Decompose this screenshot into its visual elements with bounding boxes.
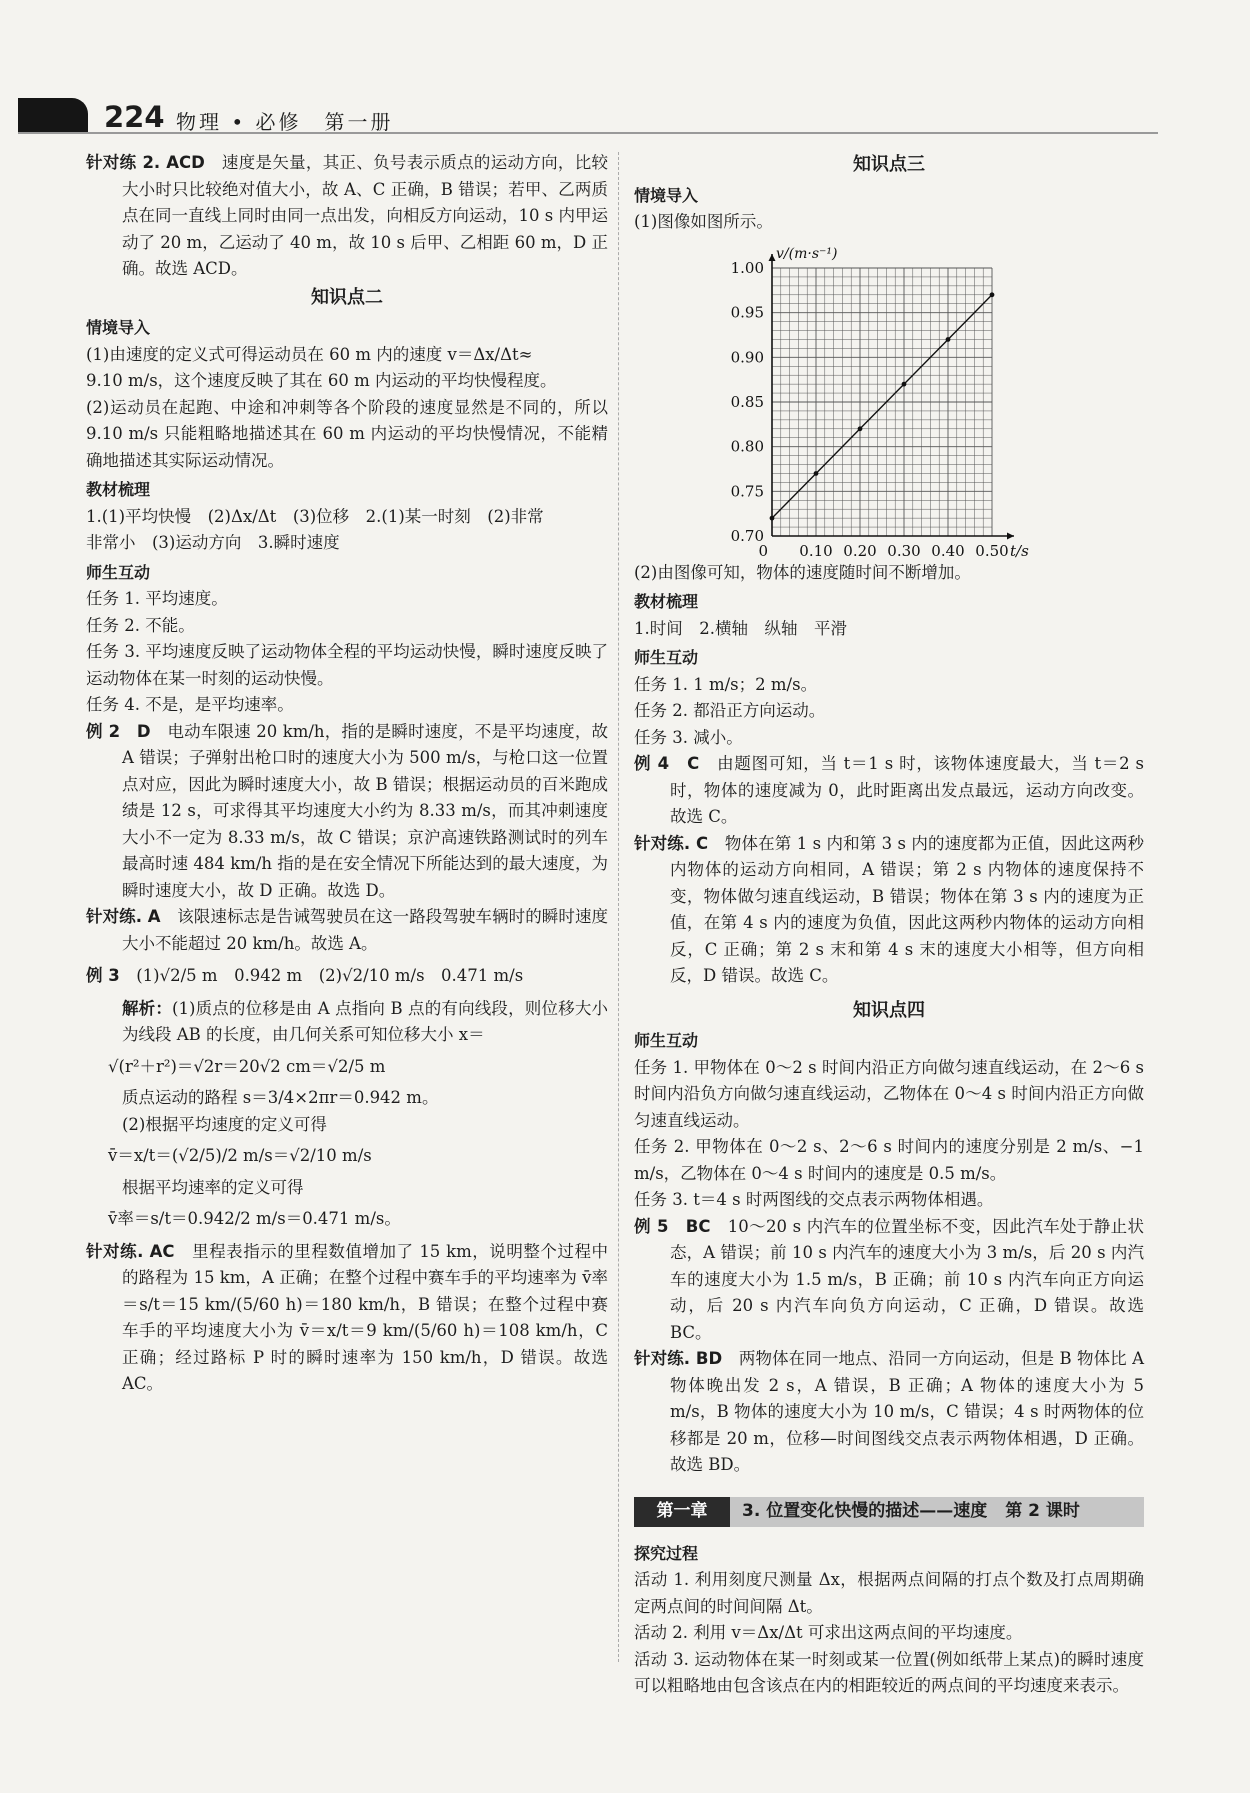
paragraph: 质点运动的路程 s＝3/4×2πr＝0.942 m。 [122,1088,439,1107]
paragraph: (2)根据平均速度的定义可得 [122,1114,327,1134]
left-column [86,150,608,1398]
y-tick-label: 0.90 [730,347,764,366]
paragraph: (1)√2/5 m 0.942 m (2)√2/10 m/s 0.471 m/s [136,966,524,985]
activity-item: 活动 2. 利用 v＝Δx/Δt 可求出这两点间的平均速度。 [634,1623,1023,1642]
lesson-number: 第 2 课时 [1005,1501,1080,1522]
x-tick-label: 0.20 [843,541,877,558]
answer-label: 例 3 [86,966,120,985]
paragraph: 1.时间 2.横轴 纵轴 平滑 [634,618,847,638]
paragraph: 里程表指示的里程数值增加了 15 km，说明整个过程中的路程为 15 km，A 正确；在整个过程中赛车手的平均速率为 v̄率＝s/t＝15 km/(5/60 h)＝180 km/h，B 错误；在整个过程中赛车手的平均速度大小为 v̄＝x/t＝9 km/(5/60 h)＝108 km/h，C 正确；经过路标 P 时的瞬时速率为 150 km/h，D 错误。故选 AC。 [122,1241,608,1393]
subsection-heading: 师生互动 [634,648,699,667]
subsection-heading: 情境导入 [634,185,699,205]
section-heading: 知识点二 [311,286,383,308]
data-point [858,426,863,431]
y-tick-label: 0.70 [730,526,764,545]
data-line [772,294,992,517]
task-item: 任务 3. t＝4 s 时两图线的交点表示两物体相遇。 [634,1190,994,1209]
origin-label: 0 [758,541,768,558]
y-axis-arrow [769,254,776,261]
x-tick-label: 0.10 [799,541,833,558]
answer-label: 针对练 2. ACD [86,153,205,172]
paragraph: (1)由速度的定义式可得运动员在 60 m 内的速度 v＝Δx/Δt≈ [86,344,533,364]
paragraph: (1)质点的位移是由 A 点指向 B 点的有向线段，则位移大小为线段 AB 的长度，由几何关系可知位移大小 x＝ [122,998,608,1044]
x-tick-label: 0.30 [887,541,921,558]
answer-label: 例 2 D [86,721,151,741]
y-tick-label: 0.95 [730,303,764,322]
paragraph: 该限速标志是告诫驾驶员在这一路段驾驶车辆时的瞬时速度大小不能超过 20 km/h。故选 A。 [122,907,609,953]
paragraph: 速度是矢量，其正、负号表示质点的运动方向，比较大小时只比较绝对值大小，故 A、C 正确，B 错误；若甲、乙两质点在同一直线上同时由同一点出发，向相反方向运动，10 s 内甲运动了 20 m，乙运动了 40 m，故 10 s 后甲、乙相距 60 m，D 正确。故选 ACD。 [122,153,609,278]
section-heading: 知识点四 [853,999,925,1021]
paragraph: (1)图像如图所示。 [634,212,773,231]
formula: √(r²＋r²)＝√2r＝20√2 cm＝√2/5 m [108,1056,386,1076]
paragraph: 电动车限速 20 km/h，指的是瞬时速度，不是平均速度，故 A 错误；子弹射出枪口时的速度大小为 500 m/s，与枪口这一位置点对应，因此为瞬时速度大小，故 B 错误；根据运动员的百米跑成绩是 12 s，可求得其平均速度大小约为 8.33 m/s，而其冲刺速度大小不一定为 8.33 m/s，故 C 错误；京沪高速铁路测试时的列车最高时速 484 km/h 指的是在安全情况下所能达到的最大速度，为瞬时速度大小，故 D 正确。故选 D。 [122,721,608,900]
answer-label: 针对练. BD [634,1349,723,1368]
paragraph: (2)运动员在起跑、中途和冲刺等各个阶段的速度显然是不同的，所以 9.10 m/s 只能粗略地描述其在 60 m 内运动的平均快慢情况，不能精确地描述其实际运动情况。 [86,397,608,470]
chart-svg [634,240,1144,558]
x-axis-label: t/s [1010,541,1029,558]
book-title: 物理 • 必修 第一册 [176,110,394,134]
answer-label: 例 5 BC [634,1216,711,1236]
paragraph: 由题图可知，当 t＝1 s 时，该物体速度最大，当 t＝2 s 时，物体的速度减为 0，此时距离出发点最远，运动方向改变。故选 C。 [670,754,1145,826]
y-tick-label: 0.85 [730,392,764,411]
subsection-heading: 师生互动 [86,562,151,582]
subsection-heading: 教材梳理 [86,480,151,499]
answer-label: 针对练. A [86,907,161,926]
paragraph: 1.(1)平均快慢 (2)Δx/Δt (3)位移 2.(1)某一时刻 (2)非常 [86,506,544,526]
velocity-time-chart [634,240,1144,558]
y-tick-label: 1.00 [730,258,764,277]
task-item: 任务 3. 减小。 [634,727,743,747]
x-tick-label: 0.50 [975,541,1009,558]
paragraph: 两物体在同一地点、沿同一方向运动，但是 B 物体比 A 物体晚出发 2 s，A 错误，B 正确；A 物体的速度大小为 5 m/s，B 物体的速度大小为 10 m/s，C 错误；4 s 时两物体的位移都是 20 m，位移—时间图线交点表示两物体相遇，D 正确。故选 BD。 [670,1349,1145,1474]
y-axis-label: v/(m·s⁻¹) [776,245,838,262]
answer-label: 针对练. AC [86,1241,175,1261]
data-point [770,515,775,520]
section-heading: 知识点三 [853,154,925,175]
data-point [946,337,951,342]
data-point [814,471,819,476]
data-point [902,381,907,386]
paragraph: 物体在第 1 s 内和第 3 s 内的速度都为正值，因此这两秒内物体的运动方向相同，A 错误；第 2 s 内物体的速度保持不变，物体做匀速直线运动，B 错误；物体在第 3 s 内的速度为正值，在第 4 s 内的速度为负值，因此这两秒内物体的运动方向相反，C 正确；第 2 s 末和第 4 s 末的速度大小相等，但方向相反，D 错误。故选 C。 [670,833,1144,985]
answer-label: 例 4 C [634,754,700,773]
subsection-heading: 情境导入 [86,318,151,337]
paragraph: 非常小 (3)运动方向 3.瞬时速度 [86,533,340,552]
paragraph: 9.10 m/s，这个速度反映了其在 60 m 内运动的平均快慢程度。 [86,371,557,390]
task-item: 任务 2. 都沿正方向运动。 [634,701,826,720]
paragraph: 根据平均速率的定义可得 [122,1177,304,1197]
lesson-title: 3. 位置变化快慢的描述——速度 [742,1501,988,1522]
header-tab [18,98,88,134]
paragraph: 10～20 s 内汽车的位置坐标不变，因此汽车处于静止状态，A 错误；前 10 s 内汽车的速度大小为 3 m/s，后 20 s 内汽车的速度大小为 1.5 m/s，B 正确；前 10 s 内汽车向正方向运动，后 20 s 内汽车向负方向运动，C 正确，D 错误。故选 BC。 [670,1216,1145,1342]
x-axis-arrow [1007,532,1014,539]
subsection-heading: 教材梳理 [634,592,699,611]
task-item: 任务 4. 不是，是平均速率。 [86,695,294,714]
answer-label: 针对练. C [634,833,709,853]
chapter-banner [634,1497,1144,1527]
task-item: 任务 1. 平均速度。 [86,589,228,608]
activity-item: 活动 3. 运动物体在某一时刻或某一位置(例如纸带上某点)的瞬时速度可以粗略地由包含该点在内的相距较近的两点间的平均速度来表示。 [634,1649,1144,1695]
y-tick-label: 0.80 [730,437,764,456]
y-tick-label: 0.75 [730,481,764,500]
activity-item: 活动 1. 利用刻度尺测量 Δx，根据两点间隔的打点个数及打点周期确定两点间的时间间隔 Δt。 [634,1570,1144,1616]
formula: v̄率＝s/t＝0.942/2 m/s＝0.471 m/s。 [108,1209,401,1228]
subsection-heading: 师生互动 [634,1031,699,1050]
formula: v̄＝x/t＝(√2/5)/2 m/s＝√2/10 m/s [108,1146,372,1165]
data-point [990,292,995,297]
paragraph: (2)由图像可知，物体的速度随时间不断增加。 [634,562,971,582]
x-tick-label: 0.40 [931,541,965,558]
lesson-title-bar [730,1497,1144,1527]
right-column [634,150,1144,1700]
task-item: 任务 3. 平均速度反映了运动物体全程的平均运动快慢，瞬时速度反映了运动物体在某一时刻的运动快慢。 [86,642,608,688]
task-item: 任务 1. 1 m/s；2 m/s。 [634,674,818,694]
chapter-label: 第一章 [634,1497,730,1527]
solution-label: 解析： [122,998,173,1018]
column-divider [618,152,619,1662]
page-number: 224 [104,100,165,134]
task-item: 任务 1. 甲物体在 0～2 s 时间内沿正方向做匀速直线运动，在 2～6 s 时间内沿负方向做匀速直线运动，乙物体在 0～4 s 时间内沿正方向做匀速直线运动。 [634,1057,1144,1130]
subsection-heading: 探究过程 [634,1543,699,1563]
task-item: 任务 2. 不能。 [86,615,195,635]
task-item: 任务 2. 甲物体在 0～2 s、2～6 s 时间内的速度分别是 2 m/s、−1 m/s，乙物体在 0～4 s 时间内的速度是 0.5 m/s。 [634,1137,1144,1183]
